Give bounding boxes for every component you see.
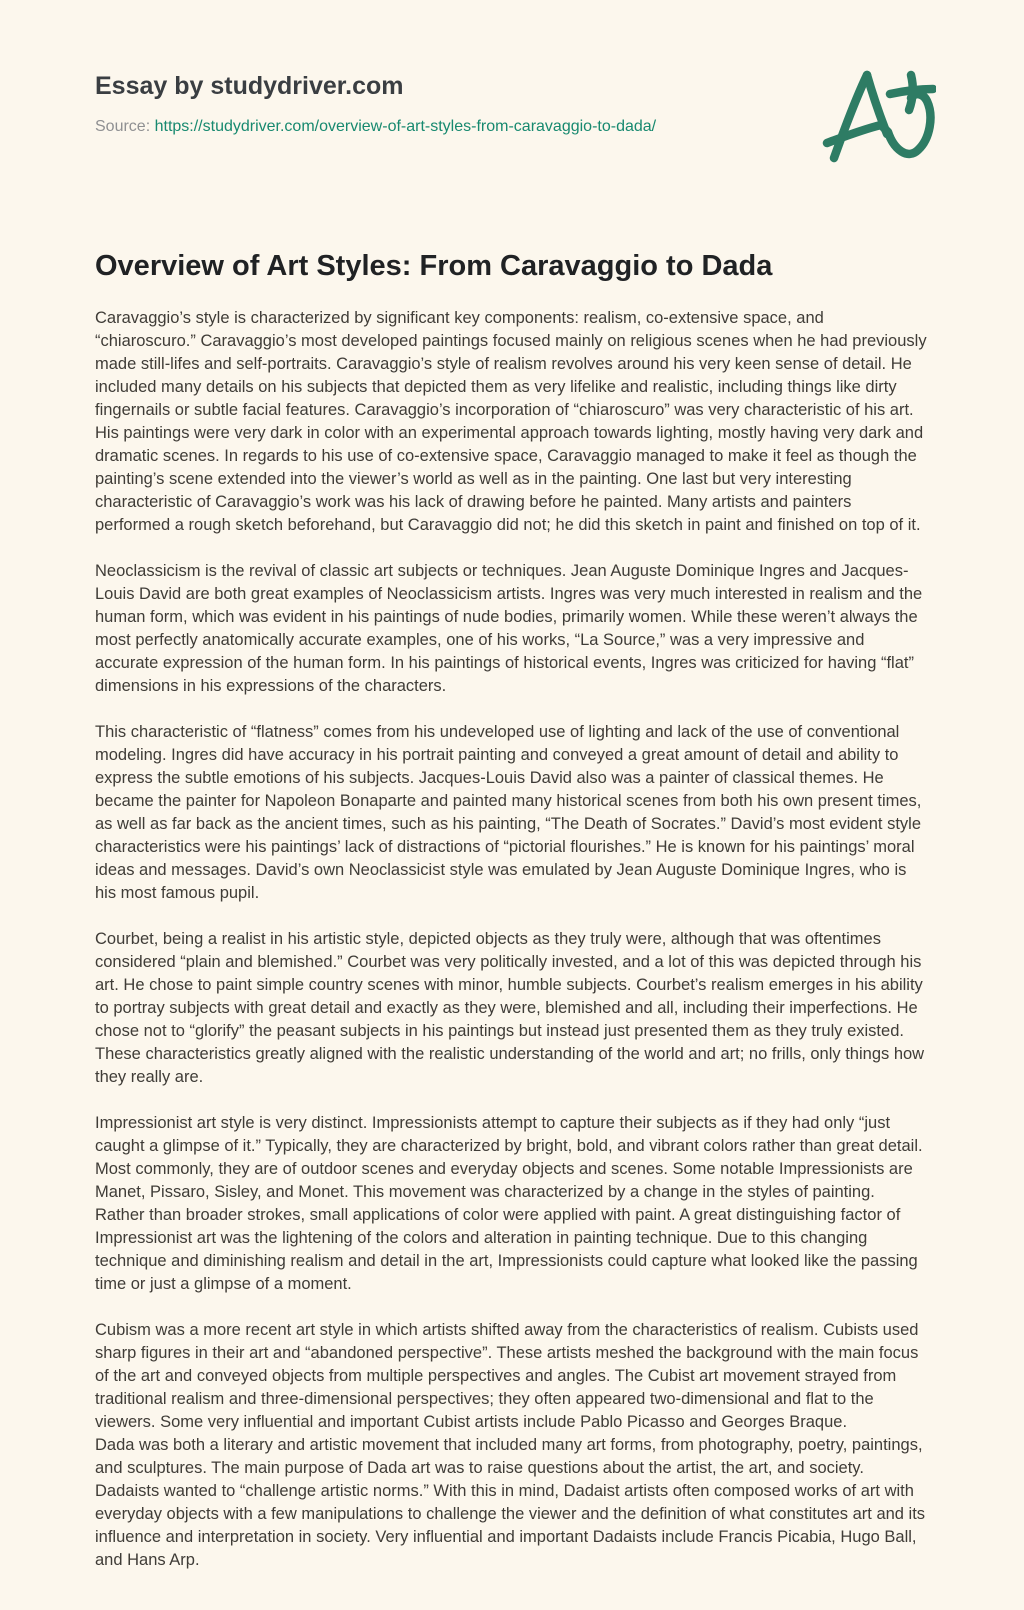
logo-a-left-leg	[834, 75, 867, 158]
a-plus-logo-icon	[820, 62, 936, 164]
essay-body	[95, 307, 928, 1572]
essay-paragraph: Dada was both a literary and artistic movement that included many art forms, from photography, poetry, paintings, and sculptures. The main purpose of Dada art was to raise questions about the artist, the art, and society. Dadaists wanted to “challenge artistic norms.” With this in mind, Dadaist artists often composed works of art with everyday objects with a few manipulations to challenge the viewer and the definition of what constitutes art and its influence and interpretation in society. Very influential and important Dadaists include Francis Picabia, Hugo Ball, and Hans Arp.	[95, 1436, 926, 1570]
essay-paragraph: Caravaggio’s style is characterized by significant key components: realism, co-extensive space, and “chiaroscuro.” Caravaggio’s most developed paintings focused mainly on religious scenes when he had previously made still-lifes and self-portraits. Caravaggio’s style of realism revolves around his very keen sense of detail. He included many details on his subjects that depicted them as very lifelike and realistic, including things like dirty fingernails or subtle facial features. Caravaggio’s incorporation of “chiaroscuro” was very characteristic of his art. His paintings were very dark in color with an experimental approach towards lighting, mostly having very dark and dramatic scenes. In regards to his use of co-extensive space, Caravaggio managed to make it feel as though the painting’s scene extended into the viewer’s world as well as in the painting. One last but very interesting characteristic of Caravaggio’s work was his lack of drawing before he painted. Many artists and painters performed a rough sketch beforehand, but Caravaggio did not; he did this sketch in paint and finished on top of it.	[95, 309, 927, 535]
site-heading: Essay by studydriver.com	[95, 72, 404, 100]
essay-paragraph: This characteristic of “flatness” comes from his undeveloped use of lighting and lack of the use of conventional modeling. Ingres did have accuracy in his portrait painting and conveyed a great amount of detail and ability to express the subtle emotions of his subjects. Jacques-Louis David also was a painter of classical themes. He became the painter for Napoleon Bonaparte and painted many historical scenes from both his own present times, as well as far back as the ancient times, such as his painting, “The Death of Socrates.” David’s most evident style characteristics were his paintings’ lack of distractions of “pictorial flourishes.” He is known for his paintings’ moral ideas and messages. David’s own Neoclassicist style was emulated by Jean Auguste Dominique Ingres, who is his most famous pupil.	[95, 723, 922, 903]
essay-paragraph: Neoclassicism is the revival of classic art subjects or techniques. Jean Auguste Dominique Ingres and Jacques-Louis David are both great examples of Neoclassicism artists. Ingres was very much interested in realism and the human form, which was evident in his paintings of nude bodies, primarily women. While these weren’t always the most perfectly anatomically accurate examples, one of his works, “La Source,” was a very impressive and accurate expression of the human form. In his paintings of historical events, Ingres was criticized for having “flat” dimensions in his expressions of the characters.	[95, 562, 923, 696]
source-line	[95, 117, 928, 136]
brand-logo	[820, 62, 936, 164]
logo-plus-horizontal	[890, 89, 933, 94]
essay-paragraph: Cubism was a more recent art style in which artists shifted away from the characteristics of realism. Cubists used sharp figures in their art and “abandoned perspective”. These artists meshed the background with the main focus of the art and conveyed objects from multiple perspectives and angles. The Cubist art movement strayed from traditional realism and three-dimensional perspectives; they often appeared two-dimensional and flat to the viewers. Some very influential and important Cubist artists include Pablo Picasso and Georges Braque.	[95, 1321, 919, 1432]
essay-paragraph: Impressionist art style is very distinct. Impressionists attempt to capture their subjects as if they had only “just caught a glimpse of it.” Typically, they are characterized by bright, bold, and vibrant colors rather than great detail. Most commonly, they are of outdoor scenes and everyday objects and scenes. Some notable Impressionists are Manet, Pissaro, Sisley, and Monet. This movement was characterized by a change in the styles of painting. Rather than broader strokes, small applications of color were applied with paint. A great distinguishing factor of Impressionist art was the lightening of the colors and alteration in painting technique. Due to this changing technique and diminishing realism and detail in the art, Impressionists could capture what looked like the passing time or just a glimpse of a moment.	[95, 1114, 923, 1294]
essay-paragraph: Courbet, being a realist in his artistic style, depicted objects as they truly were, although that was oftentimes considered “plain and blemished.” Courbet was very politically invested, and a lot of this was depicted through his art. He chose to paint simple country scenes with minor, humble subjects. Courbet’s realism emerges in his ability to portray subjects with great detail and exactly as they were, blemished and all, including their imperfections. He chose not to “glorify” the peasant subjects in his paintings but instead just presented them as they truly existed. These characteristics greatly aligned with the realistic understanding of the world and art; no frills, only things how they really are.	[95, 930, 925, 1087]
source-label: Source:	[95, 117, 151, 135]
source-link[interactable]: https://studydriver.com/overview-of-art-styles-from-caravaggio-to-dada/	[154, 117, 657, 135]
essay-title: Overview of Art Styles: From Caravaggio to Dada	[95, 249, 773, 282]
